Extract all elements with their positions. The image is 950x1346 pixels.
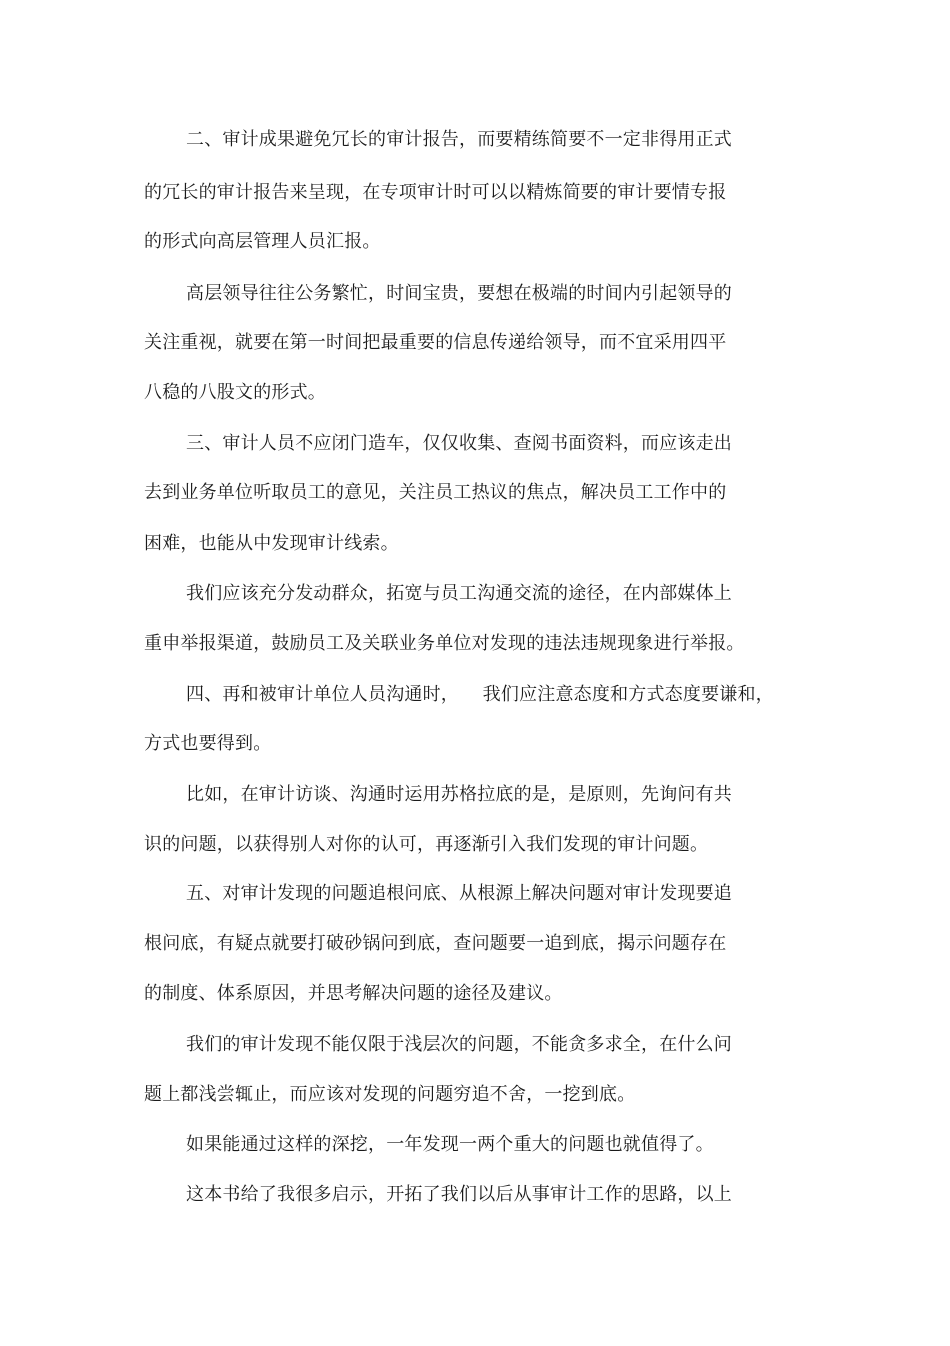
text-line: 二、审计成果避免冗长的审计报告，而要精练简要不一定非得用正式 [186,129,732,150]
text-line: 我们的审计发现不能仅限于浅层次的问题，不能贪多求全，在什么问 [186,1034,732,1055]
text-line: 题上都浅尝辄止，而应该对发现的问题穷追不舍，一挖到底。 [144,1084,636,1105]
text-line: 八稳的八股文的形式。 [144,382,326,403]
text-line: 我们应该充分发动群众，拓宽与员工沟通交流的途径，在内部媒体上 [186,583,732,604]
text-line: 根问底，有疑点就要打破砂锅问到底，查问题要一追到底，揭示问题存在 [144,933,727,954]
text-line: 高层领导往往公务繁忙，时间宝贵，要想在极端的时间内引起领导的 [186,283,732,304]
text-line: 这本书给了我很多启示，开拓了我们以后从事审计工作的思路，以上 [186,1184,732,1205]
text-line: 三、审计人员不应闭门造车，仅仅收集、查阅书面资料，而应该走出 [186,433,732,454]
text-line: 的冗长的审计报告来呈现，在专项审计时可以以精炼简要的审计要情专报 [144,182,727,203]
text-line: 如果能通过这样的深挖，一年发现一两个重大的问题也就值得了。 [186,1134,714,1155]
text-line: 五、对审计发现的问题追根问底、从根源上解决问题对审计发现要追 [186,883,732,904]
text-line: 困难，也能从中发现审计线索。 [144,533,399,554]
text-line: 比如，在审计访谈、沟通时运用苏格拉底的是，是原则，先询问有共 [186,784,732,805]
text-line: 重申举报渠道，鼓励员工及关联业务单位对发现的违法违规现象进行举报。 [144,633,745,654]
text-line: 方式也要得到。 [144,733,272,754]
text-line: 的形式向高层管理人员汇报。 [144,231,381,252]
text-line: 去到业务单位听取员工的意见，关注员工热议的焦点，解决员工工作中的 [144,482,727,503]
text-line: 识的问题，以获得别人对你的认可，再逐渐引入我们发现的审计问题。 [144,834,709,855]
text-line: 的制度、体系原因，并思考解决问题的途径及建议。 [144,983,563,1004]
text-line: 四、再和被审计单位人员沟通时， 我们应注意态度和方式态度要谦和， [186,684,774,705]
text-line: 关注重视，就要在第一时间把最重要的信息传递给领导，而不宜采用四平 [144,332,727,353]
